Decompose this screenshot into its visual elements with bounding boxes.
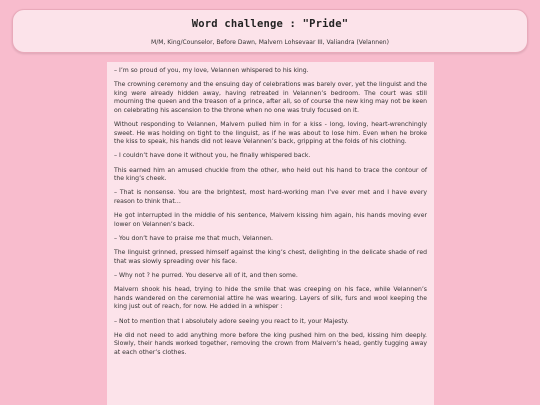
story-paragraph: The linguist grinned, pressed himself against the king’s chest, delighting in the delicate shade of red that was slowly spreading over his face.	[114, 249, 427, 265]
story-paragraph: – Not to mention that I absolutely adore seeing you react to it, your Majesty.	[114, 317, 349, 325]
story-paragraph: – I couldn’t have done it without you, he finally whispered back.	[114, 152, 311, 160]
story-paragraph: He did not need to add anything more before the king pushed him on the bed, kissing him deeply. Slowly, their hands worked together, removing the crown from Malvern’s head, gently tugging away at each other’s clothes.	[114, 331, 427, 356]
story-paragraph: He got interrupted in the middle of his sentence, Malvern kissing him again, his hands moving ever lower on Velannen’s back.	[114, 212, 427, 228]
story-paragraph: – That is nonsense. You are the brightest, most hard-working man I’ve ever met and I have every reason to think that…	[114, 189, 427, 205]
page-title: Word challenge : "Pride"	[191, 18, 349, 30]
story-paragraph: – You don’t have to praise me that much, Velannen.	[114, 235, 273, 243]
story-paragraph: – I’m so proud of you, my love, Velannen whispered to his king.	[114, 67, 309, 74]
story-tags: M/M, King/Counselor, Before Dawn, Malvern Lohsevaar III, Valiandra (Velannen)	[151, 39, 389, 46]
story-paragraph: This earned him an amused chuckle from the other, who held out his hand to trace the contour of the king’s cheek.	[114, 166, 427, 183]
story-paragraph: – Why not ? he purred. You deserve all of it, and then some.	[114, 272, 298, 280]
story-paragraph: Without responding to Velannen, Malvern pulled him in for a kiss - long, loving, heart-wrenchingly sweet. He was holding on tight to the linguist, as if he was about to lose him. Even when he broke the kiss to speak, his hands did not leave Velannen’s back, gripping at the folds of his clothing.	[114, 121, 427, 146]
story-paragraph: The crowning ceremony and the ensuing day of celebrations was barely over, yet the linguist and the king were already hidden away, having retreated in Velannen’s bedroom. The court was still mourning the queen and the treason of a prince, after all, so of course the new king may not be keen on celebrating his ascension to the throne when no one was truly focused on it.	[114, 81, 427, 114]
story-body	[107, 62, 434, 405]
story-paragraph: Malvern shook his head, trying to hide the smile that was creeping on his face, while Velannen’s hands wandered on the ceremonial attire he was wearing. Layers of silk, furs and wool keeping the king just out of reach, for now. He added in a whisper :	[114, 286, 427, 311]
header-card	[12, 9, 528, 53]
